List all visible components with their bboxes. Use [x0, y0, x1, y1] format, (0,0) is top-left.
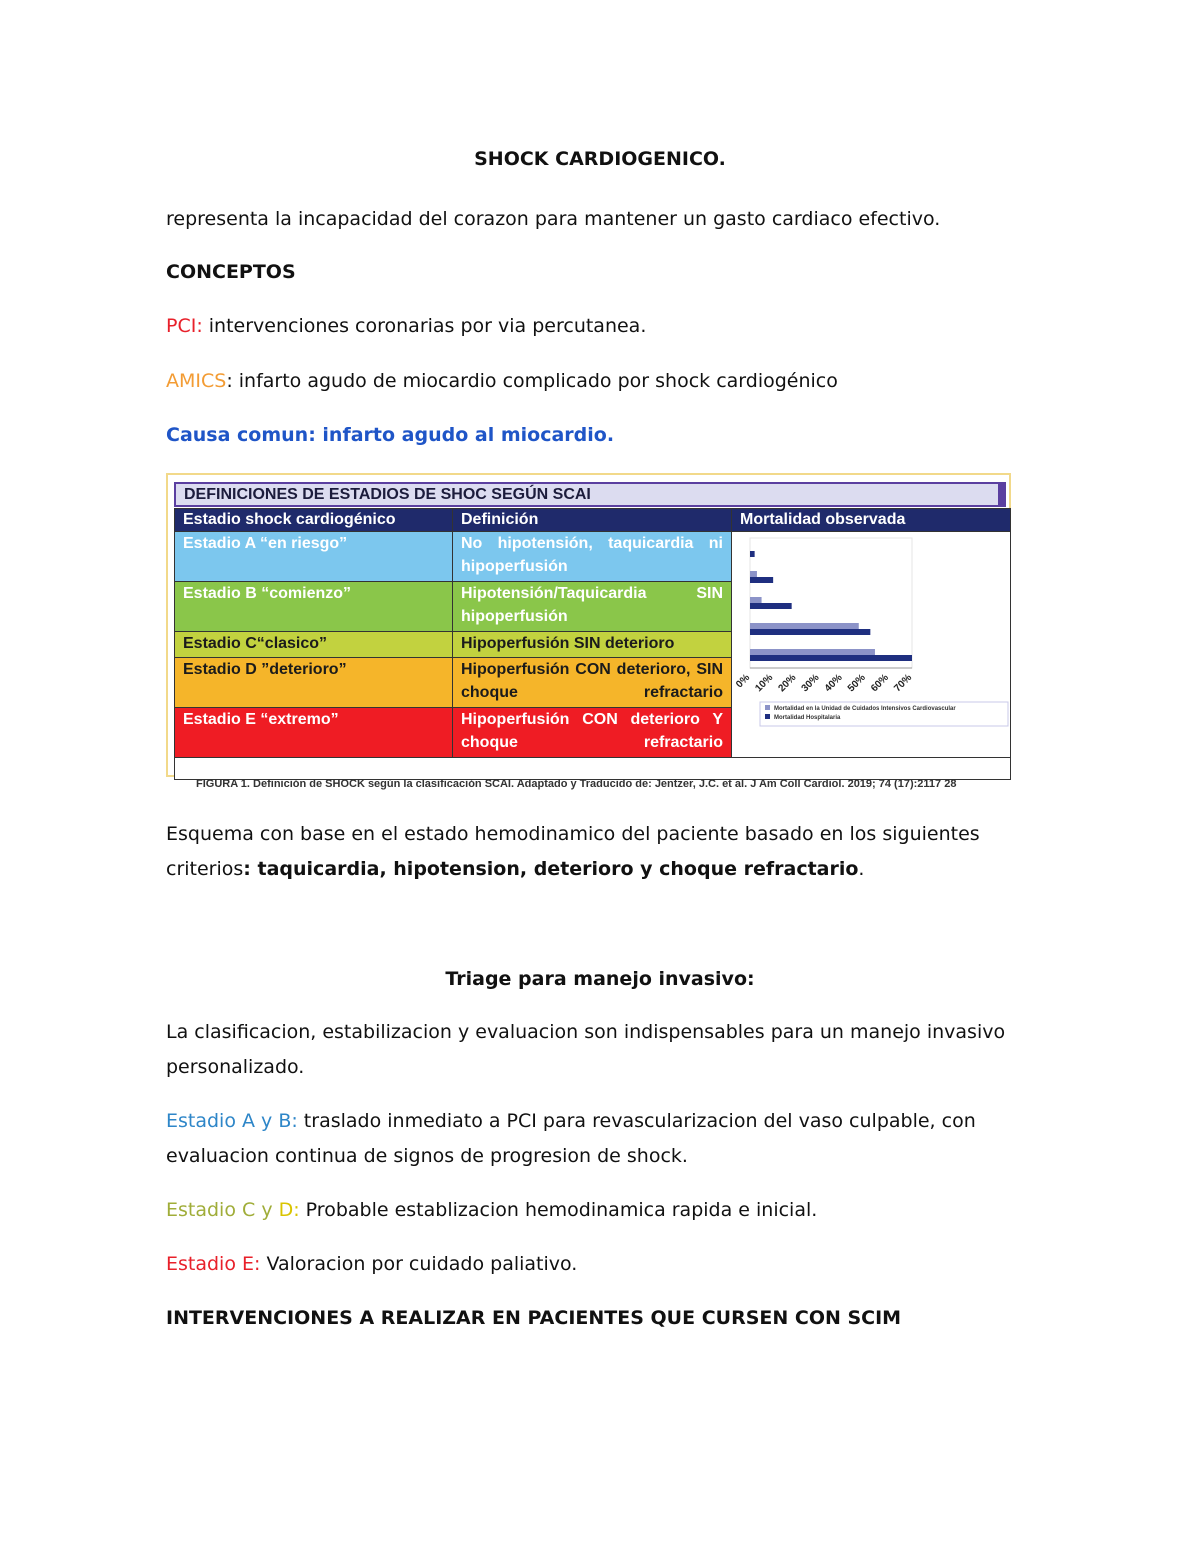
legend-swatch-2: [765, 714, 770, 719]
x-tick-label: 70%: [892, 672, 915, 695]
x-tick-label: 0%: [734, 672, 753, 691]
x-tick-label: 30%: [799, 672, 822, 695]
triage-intro: La clasificacion, estabilizacion y evaluacion son indispensables para un manejo invasivo personalizado.: [166, 1021, 1006, 1078]
stage-ab-paragraph: [166, 1104, 1046, 1174]
bar-B-series-1: [750, 571, 757, 577]
figure-caption: FIGURA 1. Definición de SHOCK según la clasificación SCAI. Adaptado y Traducido de: Jentzer, J.C. et al. J Am Coll Cardiol. 2019; 74 (17):2117 28: [196, 778, 957, 790]
table-header-row: [175, 509, 1011, 532]
interventions-heading: INTERVENCIONES A REALIZAR EN PACIENTES QUE CURSEN CON SCIM: [166, 1307, 902, 1329]
intro-paragraph: representa la incapacidad del corazon para mantener un gasto cardiaco efectivo.: [166, 208, 941, 230]
stage-a-definition: No hipotensión, taquicardia ni hipoperfusión: [453, 532, 732, 582]
bar-C-series-2: [750, 603, 792, 609]
x-tick-label: 50%: [845, 672, 868, 695]
amics-concept: [166, 364, 1046, 399]
bar-B-series-2: [750, 577, 773, 583]
stage-b-definition: Hipotensión/Taquicardia SIN hipoperfusión: [453, 582, 732, 632]
triage-heading: Triage para manejo invasivo:: [445, 968, 755, 990]
table-empty-row: [175, 758, 1011, 780]
scheme-colon: :: [243, 858, 258, 880]
scai-figure: [166, 473, 1011, 777]
bar-A-series-2: [750, 551, 755, 557]
document-title: SHOCK CARDIOGENICO.: [474, 148, 726, 170]
stage-d-label: D:: [272, 1199, 300, 1221]
pci-concept: [166, 309, 1046, 344]
x-tick-label: 20%: [776, 672, 799, 695]
x-tick-label: 40%: [822, 672, 845, 695]
pci-term: PCI:: [166, 315, 203, 337]
figure-title: DEFINICIONES DE ESTADIOS DE SHOC SEGÚN SCAI: [174, 482, 1006, 507]
header-stage: Estadio shock cardiogénico: [175, 509, 453, 532]
stage-d-name: Estadio D ”deterioro”: [175, 657, 453, 707]
bar-D-series-2: [750, 629, 870, 635]
stage-e-text: Valoracion por cuidado paliativo.: [260, 1253, 578, 1275]
stage-cd-paragraph: [166, 1193, 1046, 1228]
x-tick-label: 10%: [753, 672, 776, 695]
scheme-criteria: taquicardia, hipotension, deterioro y choque refractario: [257, 858, 859, 880]
bar-E-series-2: [750, 655, 912, 661]
scheme-end: .: [858, 858, 865, 880]
stage-y: y: [261, 1199, 273, 1221]
scheme-text: Esquema con base en el estado hemodinamico del paciente basado en los siguientes criterios: [166, 823, 980, 880]
stage-d-definition: Hipoperfusión CON deterioro, SIN choque refractario: [453, 657, 732, 707]
common-cause: Causa comun: infarto agudo al miocardio.: [166, 424, 615, 446]
stage-c-label: Estadio C: [166, 1199, 262, 1221]
header-mortality: Mortalidad observada: [732, 509, 1011, 532]
scai-table: [174, 508, 1011, 780]
mortality-chart-cell: [732, 532, 1011, 758]
stage-e-definition: Hipoperfusión CON deterioro Y choque refractario: [453, 707, 732, 757]
stage-c-name: Estadio C“clasico”: [175, 632, 453, 657]
stage-c-definition: Hipoperfusión SIN deterioro: [453, 632, 732, 657]
bar-C-series-1: [750, 597, 762, 603]
stage-e-name: Estadio E “extremo”: [175, 707, 453, 757]
stage-ab-text: traslado inmediato a PCI para revascularizacion del vaso culpable, con evaluacion continua de signos de progresion de shock.: [166, 1110, 976, 1167]
header-definition: Definición: [453, 509, 732, 532]
stage-ab-label: Estadio A y B:: [166, 1110, 298, 1132]
x-tick-label: 60%: [869, 672, 891, 695]
bar-E-series-1: [750, 649, 875, 655]
stage-e-paragraph: [166, 1247, 1046, 1282]
stage-cd-text: Probable establizacion hemodinamica rapida e inicial.: [299, 1199, 818, 1221]
legend-swatch-1: [765, 705, 770, 710]
stage-e-label: Estadio E:: [166, 1253, 261, 1275]
legend-label-1: Mortalidad en la Unidad de Cuidados Intensivos Cardiovascular: [774, 706, 956, 712]
mortality-chart: [732, 532, 1011, 750]
bar-D-series-1: [750, 623, 859, 629]
pci-definition: intervenciones coronarias por via percutanea.: [202, 315, 647, 337]
scheme-paragraph: [166, 817, 1046, 887]
empty-cell: [175, 758, 1011, 780]
concepts-heading: CONCEPTOS: [166, 261, 296, 283]
table-row: [175, 532, 1011, 582]
stage-a-name: Estadio A “en riesgo”: [175, 532, 453, 582]
amics-term: AMICS: [166, 370, 227, 392]
legend-label-2: Mortalidad Hospitalaria: [774, 715, 841, 721]
stage-b-name: Estadio B “comienzo”: [175, 582, 453, 632]
amics-definition: : infarto agudo de miocardio complicado por shock cardiogénico: [226, 370, 838, 392]
